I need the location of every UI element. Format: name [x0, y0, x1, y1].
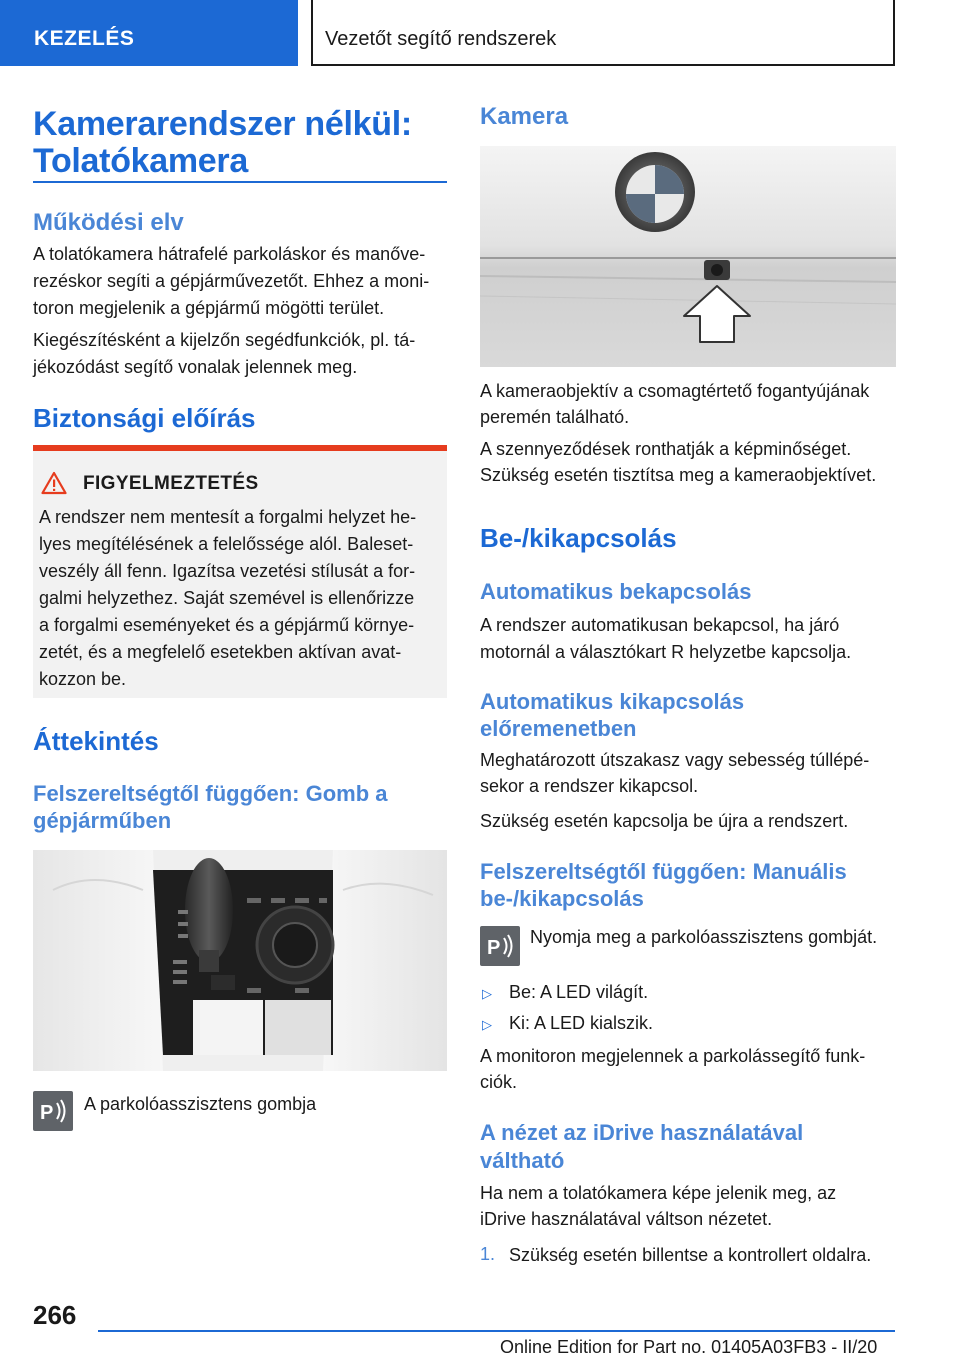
warning-line: zetét, és a megfelelő esetekben aktívan avat-	[39, 642, 402, 662]
idrive-l1: Ha nem a tolatókamera képe jelenik meg, az	[480, 1183, 837, 1203]
warning-bar	[33, 445, 447, 451]
auto-ki-heading-l1: Automatikus kikapcsolás	[480, 689, 745, 714]
rear-camera-illustration	[480, 146, 896, 367]
center-console-photo	[33, 850, 447, 1071]
chapter-box	[311, 0, 895, 66]
idrive-heading-l2: váltható	[480, 1148, 565, 1173]
warning-line: A rendszer nem mentesít a forgalmi helyzet he-	[39, 507, 417, 527]
manual-text: Nyomja meg a parkolóasszisztens gombját.	[530, 927, 878, 947]
mukodesi-heading: Működési elv	[33, 209, 184, 236]
gomb-heading-l2: gépjárműben	[33, 808, 172, 833]
mukodesi-p2-l1: Kiegészítésként a kijelzőn segédfunkciók, pl. tá-	[33, 330, 416, 350]
edition-text: Online Edition for Part no. 01405A03FB3 - II/20	[500, 1337, 878, 1357]
auto-ki-l2: sekor a rendszer kikapcsol.	[480, 776, 699, 796]
mukodesi-p1-l3: toron megjelenik a gépjármű mögötti terület.	[33, 298, 385, 318]
park-assist-icon	[480, 926, 520, 966]
kamera-p2-l1: A szennyeződések ronthatják a képminőséget.	[480, 439, 852, 459]
bullet-led-on: Be: A LED világít.	[509, 982, 649, 1002]
monitor-l1: A monitoron megjelennek a parkolássegítő funk-	[480, 1046, 866, 1066]
warning-triangle-icon	[41, 471, 67, 495]
page-header	[0, 0, 960, 66]
title-rule	[33, 181, 447, 183]
auto-ki-l1: Meghatározott útszakasz vagy sebesség túllépé-	[480, 750, 870, 770]
camera-photo	[480, 146, 896, 367]
idrive-heading-l1: A nézet az iDrive használatával	[480, 1120, 804, 1145]
bullet-triangle-icon: ▷	[482, 1017, 492, 1032]
bullet-led-off: Ki: A LED kialszik.	[509, 1013, 654, 1033]
kamera-heading: Kamera	[480, 103, 569, 130]
warning-line: galmi helyzethez. Saját szemével is ellenőrizze	[39, 588, 415, 608]
mukodesi-p1-l1: A tolatókamera hátrafelé parkoláskor és manőve-	[33, 244, 426, 264]
gomb-heading-l1: Felszereltségtől függően: Gomb a	[33, 781, 388, 806]
monitor-l2: ciók.	[480, 1072, 518, 1092]
page-title-line1: Kamerarendszer nélkül:	[33, 105, 412, 143]
page-title-line2: Tolatókamera	[33, 142, 248, 180]
footer-rule	[98, 1330, 895, 1332]
gomb-caption: A parkolóasszisztens gombja	[84, 1094, 317, 1114]
warning-line: veszély áll fenn. Igazítsa vezetési stílusát a for-	[39, 561, 416, 581]
bekapcs-heading: Be-/kikapcsolás	[480, 523, 677, 553]
step-number: 1.	[480, 1244, 496, 1264]
warning-line: a forgalmi eseményeket és a gépjármű környe-	[39, 615, 415, 635]
auto-ki-heading-l2: előremenetben	[480, 716, 637, 741]
mukodesi-p2-l2: jékozódást segítő vonalak jelennek meg.	[33, 357, 358, 377]
biztonsagi-heading: Biztonsági előírás	[33, 403, 256, 433]
svg-text:P: P	[40, 1102, 54, 1124]
page-number: 266	[33, 1300, 77, 1330]
attekintes-heading: Áttekintés	[33, 726, 159, 756]
manual-heading-l1: Felszereltségtől függően: Manuális	[480, 859, 847, 884]
auto-ki-l3: Szükség esetén kapcsolja be újra a rendszert.	[480, 811, 849, 831]
idrive-l2: iDrive használatával váltson nézetet.	[480, 1209, 773, 1229]
auto-be-l2: motornál a választókart R helyzetbe kapcsolja.	[480, 642, 852, 662]
auto-be-heading: Automatikus bekapcsolás	[480, 579, 752, 604]
warning-box	[33, 445, 447, 698]
bullet-triangle-icon: ▷	[482, 986, 492, 1001]
kamera-p2-l2: Szükség esetén tisztítsa meg a kameraobjektívet.	[480, 465, 877, 485]
section-title: KEZELÉS	[34, 27, 135, 50]
warning-line: kozzon be.	[39, 669, 127, 689]
svg-text:P: P	[487, 937, 501, 959]
auto-be-l1: A rendszer automatikusan bekapcsol, ha járó	[480, 615, 840, 635]
chapter-title: Vezetőt segítő rendszerek	[325, 28, 557, 50]
park-assist-icon	[33, 1091, 73, 1131]
step1-text: Szükség esetén billentse a kontrollert oldalra.	[509, 1245, 872, 1265]
warning-text	[39, 504, 443, 693]
kamera-p1-l1: A kameraobjektív a csomagtértető fogantyújának	[480, 381, 870, 401]
mukodesi-p1-l2: rezéskor segíti a gépjárművezetőt. Ehhez a moni-	[33, 271, 430, 291]
kamera-p1-l2: peremén található.	[480, 407, 630, 427]
warning-title: FIGYELMEZTETÉS	[83, 473, 259, 494]
center-console-illustration	[33, 850, 447, 1071]
manual-heading-l2: be-/kikapcsolás	[480, 886, 644, 911]
warning-line: lyes megítélésének a felelőssége alól. Baleset-	[39, 534, 414, 554]
section-tab	[0, 0, 298, 66]
